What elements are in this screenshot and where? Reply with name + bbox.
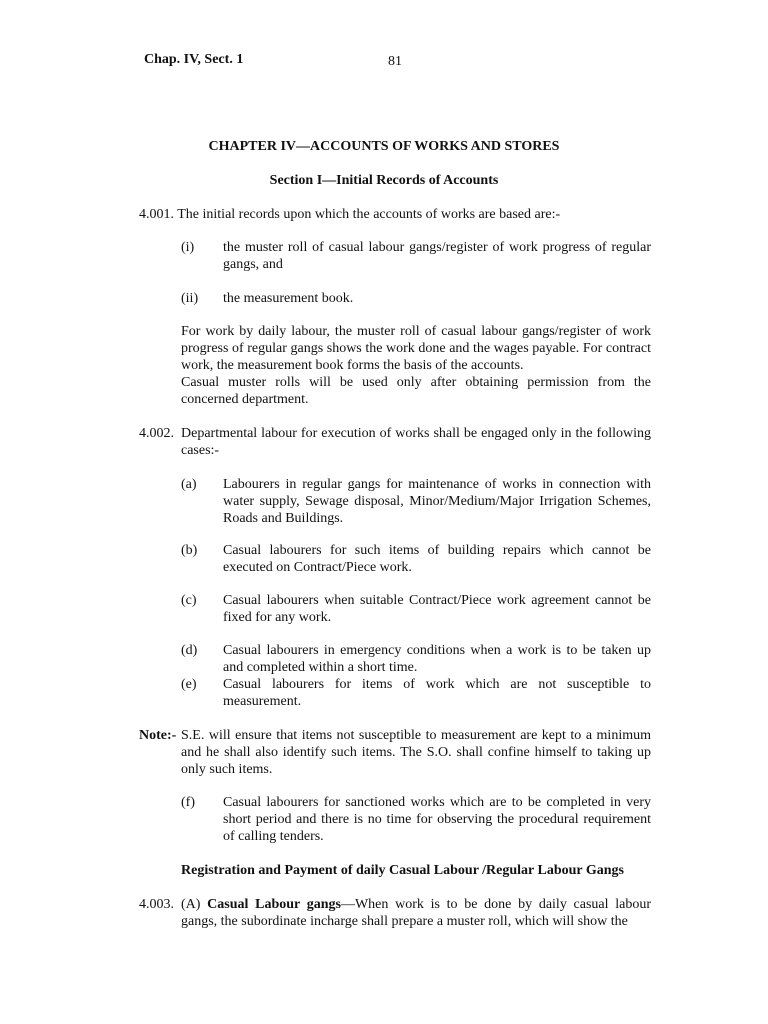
casual-labour-gangs-label: Casual Labour gangs [207,897,341,912]
paragraph-4-002-intro: Departmental labour for execution of works shall be engaged only in the following cases:- [181,426,651,458]
list-marker-c: (c) [181,593,197,608]
list-item-i: the muster roll of casual labour gangs/register of work progress of regular gangs, and [223,240,651,272]
list-marker-f: (f) [181,795,195,810]
note-label: Note:- [139,728,177,743]
note-text: S.E. will ensure that items not susceptible to measurement are kept to a minimum and he shall also identify such items. The S.O. shall confine himself to taking up only such items. [181,728,651,777]
list-marker-i: (i) [181,240,195,255]
paragraph-4-003 [181,896,651,930]
list-marker-b: (b) [181,543,198,558]
section-title: Section I—Initial Records of Accounts [269,173,499,188]
paragraph-number-4-003: 4.003. [139,897,174,912]
list-marker-ii: (ii) [181,291,199,306]
paragraph-4-003-text: —When work is to be done by daily casual labour gangs, the subordinate incharge shall prepare a muster roll, which will show the [181,897,651,929]
page-number: 81 [388,54,402,69]
paragraph-4-001-intro: 4.001. The initial records upon which the accounts of works are based are:- [139,207,561,222]
list-item-c: Casual labourers when suitable Contract/Piece work agreement cannot be fixed for any work. [223,593,651,625]
paragraph-casual-muster: Casual muster rolls will be used only after obtaining permission from the concerned department. [181,375,651,407]
list-item-a: Labourers in regular gangs for maintenance of works in connection with water supply, Sewage disposal, Minor/Medium/Major Irrigation Schemes, Roads and Buildings. [223,477,651,526]
list-item-d: Casual labourers in emergency conditions when a work is to be taken up and completed within a short time. [223,643,651,675]
subheading-registration: Registration and Payment of daily Casual Labour /Regular Labour Gangs [181,863,625,878]
list-item-b: Casual labourers for such items of building repairs which cannot be executed on Contract/Piece work. [223,543,651,575]
paragraph-daily-labour: For work by daily labour, the muster roll of casual labour gangs/register of work progress of regular gangs shows the work done and the wages payable. For contract work, the measurement book forms the basis of the accounts. [181,324,651,373]
paragraph-number-4-002: 4.002. [139,426,174,441]
list-item-ii: the measurement book. [223,291,354,306]
list-item-e: Casual labourers for items of work which are not susceptible to measurement. [223,677,651,709]
list-marker-e: (e) [181,677,197,692]
running-header: Chap. IV, Sect. 1 [144,52,244,67]
list-marker-a: (a) [181,477,197,492]
chapter-title: CHAPTER IV—ACCOUNTS OF WORKS AND STORES [208,139,560,154]
list-marker-d: (d) [181,643,198,658]
list-item-f: Casual labourers for sanctioned works which are to be completed in very short period and there is no time for observing the procedural requirement of calling tenders. [223,795,651,844]
paragraph-part-label: (A) [181,897,201,912]
